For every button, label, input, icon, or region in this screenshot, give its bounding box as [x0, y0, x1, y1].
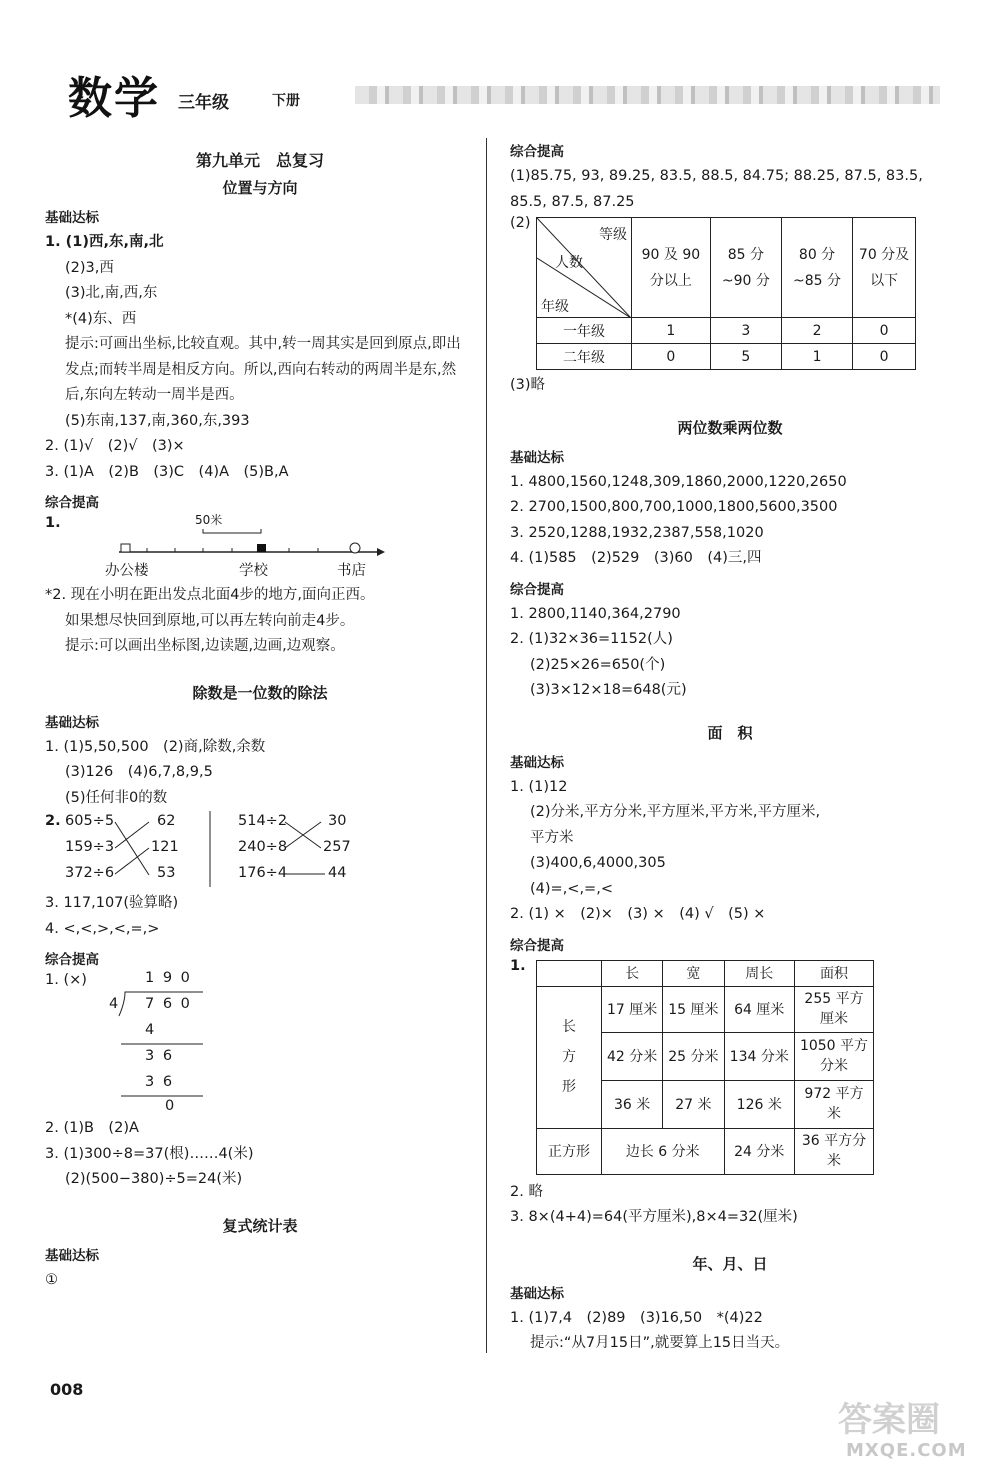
answer-line: (5)任何非0的数	[65, 789, 168, 806]
match-left-result: 53	[157, 865, 176, 881]
match-left-expr: 605÷5	[65, 813, 115, 829]
table-header: 面积	[795, 960, 874, 986]
division-step: 3 6	[145, 1048, 175, 1064]
match-right-expr: 240÷8	[238, 839, 288, 855]
answer-line: 1. (1)西,东,南,北	[45, 234, 164, 250]
table-row	[537, 986, 874, 1032]
match-left-expr: 159÷3	[65, 839, 115, 855]
division-step: 3 6	[145, 1074, 175, 1090]
division-bracket	[45, 972, 245, 1112]
answer-line: (2)25×26=650(个)	[530, 656, 666, 673]
division-remainder: 0	[165, 1098, 175, 1114]
section-label: 综合提高	[45, 952, 99, 968]
answer-line: 85.5, 87.5, 87.25	[510, 193, 635, 210]
table-cell: 1	[781, 344, 852, 370]
match-right-result: 44	[328, 865, 347, 881]
diagonal-header-cell	[537, 218, 632, 318]
answer-line: (3)3×12×18=648(元)	[530, 682, 687, 698]
match-right-result: 30	[328, 813, 347, 829]
answer-line: (1)85.75, 93, 89.25, 83.5, 88.5, 84.75; 88.25, 87.5, 83.5,	[510, 168, 923, 184]
answer-line: *(4)东、西	[65, 310, 137, 327]
answer-line: 4. <,<,>,<,=,>	[45, 920, 160, 937]
hint-text: 提示:可画出坐标,比较直观。其中,转一周其实是回到原点,即出发点;而转半周是相反方向。所以,西向右转动的两周半是东,然后,东向左转动一周半是西。	[65, 336, 461, 403]
table-cell: 边长 6 分米	[602, 1128, 725, 1174]
table-cell: 一年级	[537, 318, 632, 344]
answer-line: 1. (1)12	[510, 778, 568, 795]
table-cell: 126 米	[724, 1080, 795, 1128]
map-scale-label: 50米	[195, 513, 223, 527]
table-cell: 2	[781, 318, 852, 344]
section-title: 年、月、日	[692, 1254, 768, 1273]
column-divider	[486, 138, 487, 1353]
answer-line: (5)东南,137,南,360,东,393	[65, 412, 250, 429]
match-left-result: 121	[151, 839, 179, 855]
hint-text: 提示:“从7月15日”,就要算上15日当天。	[530, 1335, 790, 1351]
section-label: 基础达标	[45, 1247, 99, 1264]
grade-stats-table	[536, 217, 916, 370]
table-header: 周长	[724, 960, 795, 986]
division-dividend: 7 6 0	[145, 996, 192, 1012]
answer-line: *2. 现在小明在距出发点北面4步的地方,面向正西。	[45, 587, 375, 603]
section-title: 除数是一位数的除法	[192, 683, 328, 702]
shape-name-vertical: 长方形	[562, 1019, 576, 1095]
table-cell: 二年级	[537, 344, 632, 370]
section-title: 两位数乘两位数	[677, 418, 783, 437]
section-label: 基础达标	[510, 449, 564, 466]
question-number: (2)	[510, 215, 531, 231]
table-header: 宽	[663, 960, 724, 986]
section-label: 基础达标	[45, 714, 99, 731]
section-label: 综合提高	[45, 495, 99, 511]
section-title: 位置与方向	[222, 179, 298, 197]
table-cell: 36 米	[602, 1080, 663, 1128]
section-label: 综合提高	[510, 581, 564, 598]
division-quotient: 1 9 0	[145, 970, 192, 986]
table-cell: 972 平方米	[795, 1080, 874, 1128]
volume-label: 下册	[272, 93, 300, 109]
left-column	[45, 140, 475, 1293]
diag-header-bot: 年级	[541, 299, 569, 315]
arrow-head-icon	[377, 548, 385, 556]
table-header: 85 分~90 分	[710, 218, 781, 318]
section-label: 基础达标	[45, 210, 99, 226]
answer-line: (3)126 (4)6,7,8,9,5	[65, 764, 213, 780]
section-label: 基础达标	[510, 754, 564, 771]
division-divisor: 4	[109, 996, 119, 1012]
map-figure	[45, 515, 475, 577]
table-header: 长	[602, 960, 663, 986]
section-label: 综合提高	[510, 144, 564, 160]
table-cell: 正方形	[537, 1128, 602, 1174]
diag-header-mid: 人数	[555, 255, 583, 271]
table-cell: 17 厘米	[602, 986, 663, 1032]
office-building-icon	[121, 544, 130, 552]
division-step: 4	[145, 1022, 155, 1038]
answer-line: 3. (1)300÷8=37(根)……4(米)	[45, 1145, 254, 1162]
school-icon	[257, 544, 266, 552]
table-cell: 1	[632, 318, 711, 344]
table-cell: 27 米	[663, 1080, 724, 1128]
question-number: 1. (×)	[45, 972, 87, 988]
answer-line: 2. (1)32×36=1152(人)	[510, 631, 673, 647]
table-cell: 24 分米	[724, 1128, 795, 1174]
table-header: 90 及 90 分以上	[632, 218, 711, 318]
diag-header-top: 等级	[599, 227, 627, 243]
answer-line: 2. (1)√ (2)√ (3)×	[45, 438, 185, 454]
table-cell: 1050 平方分米	[795, 1032, 874, 1080]
answer-line: (4)=,<,=,<	[530, 880, 613, 897]
section-title: 复式统计表	[222, 1216, 298, 1235]
table-cell	[537, 986, 602, 1128]
map-label-bookstore: 书店	[337, 563, 366, 579]
section-title: 面 积	[707, 723, 753, 742]
answer-line: 如果想尽快回到原地,可以再左转向前走4步。	[65, 612, 355, 629]
subject-title: 数学	[68, 73, 160, 124]
answer-line: (2)分米,平方分米,平方厘米,平方米,平方厘米,	[530, 804, 821, 820]
unit-title: 第九单元 总复习	[195, 151, 324, 170]
scale-bracket	[203, 529, 261, 533]
area-table	[536, 960, 874, 1175]
table-cell: 36 平方分米	[795, 1128, 874, 1174]
match-right-expr: 176÷4	[238, 865, 288, 881]
answer-line: 2. 略	[510, 1183, 543, 1200]
answer-line: 3. 2520,1288,1932,2387,558,1020	[510, 524, 764, 541]
answer-line: ①	[45, 1271, 58, 1288]
table-cell: 5	[710, 344, 781, 370]
table-cell: 0	[853, 318, 916, 344]
answer-line: 2. (1) × (2)× (3) × (4) √ (5) ×	[510, 906, 766, 922]
question-number: 1.	[510, 957, 526, 974]
matching-exercise	[45, 811, 475, 891]
table-cell: 0	[853, 344, 916, 370]
answer-line: 平方米	[530, 829, 574, 846]
section-label: 基础达标	[510, 1285, 564, 1302]
grade-label: 三年级	[178, 93, 229, 113]
answer-line: (3)北,南,西,东	[65, 285, 158, 301]
table-row	[537, 344, 916, 370]
watermark-url: MXQE.COM	[846, 1440, 967, 1461]
match-left-result: 62	[157, 813, 176, 829]
question-number: 1.	[45, 515, 61, 531]
rectangle-table-block	[510, 958, 950, 1180]
long-division	[45, 970, 475, 1114]
answer-line: 3. 8×(4+4)=64(平方厘米),8×4=32(厘米)	[510, 1209, 798, 1225]
answer-line: 3. 117,107(验算略)	[45, 895, 179, 911]
table-cell: 25 分米	[663, 1032, 724, 1080]
table-cell: 3	[710, 318, 781, 344]
hint-text: 提示:可以画出坐标图,边读题,边画,边观察。	[65, 638, 345, 654]
table-cell: 42 分米	[602, 1032, 663, 1080]
answer-line: 1. 2800,1140,364,2790	[510, 605, 681, 622]
header-decoration	[355, 86, 940, 104]
page-number: 008	[50, 1380, 84, 1399]
answer-line: (3)400,6,4000,305	[530, 855, 666, 871]
section-label: 综合提高	[510, 937, 564, 954]
answer-line: 2. 2700,1500,800,700,1000,1800,5600,3500	[510, 499, 838, 515]
match-right-result: 257	[323, 839, 351, 855]
answer-line: 2. (1)B (2)A	[45, 1120, 139, 1136]
answer-line: (2)(500−380)÷5=24(米)	[65, 1171, 243, 1187]
answer-line: 3. (1)A (2)B (3)C (4)A (5)B,A	[45, 463, 289, 480]
answer-line: 1. 4800,1560,1248,309,1860,2000,1220,2650	[510, 473, 847, 490]
match-left-expr: 372÷6	[65, 865, 115, 881]
question-number: 2.	[45, 813, 61, 829]
table-header: 80 分~85 分	[781, 218, 852, 318]
table-row	[537, 1128, 874, 1174]
answer-line: 4. (1)585 (2)529 (3)60 (4)三,四	[510, 550, 762, 566]
table-cell: 134 分米	[724, 1032, 795, 1080]
table-cell: 64 厘米	[724, 986, 795, 1032]
map-label-school: 学校	[239, 563, 268, 579]
right-column	[510, 134, 950, 1357]
grade-stats-table-block	[510, 215, 950, 373]
bookstore-icon	[350, 543, 360, 553]
table-cell: 255 平方厘米	[795, 986, 874, 1032]
table-cell: 15 厘米	[663, 986, 724, 1032]
answer-line: (2)3,西	[65, 259, 114, 276]
table-cell: 0	[632, 344, 711, 370]
answer-line: (3)略	[510, 377, 546, 393]
map-label-office: 办公楼	[105, 563, 149, 579]
table-header: 70 分及以下	[853, 218, 916, 318]
answer-line: 1. (1)7,4 (2)89 (3)16,50 *(4)22	[510, 1309, 763, 1326]
answer-line: 1. (1)5,50,500 (2)商,除数,余数	[45, 738, 266, 755]
watermark-logo: 答案圈	[838, 1400, 940, 1440]
match-right-expr: 514÷2	[238, 813, 288, 829]
table-row	[537, 318, 916, 344]
